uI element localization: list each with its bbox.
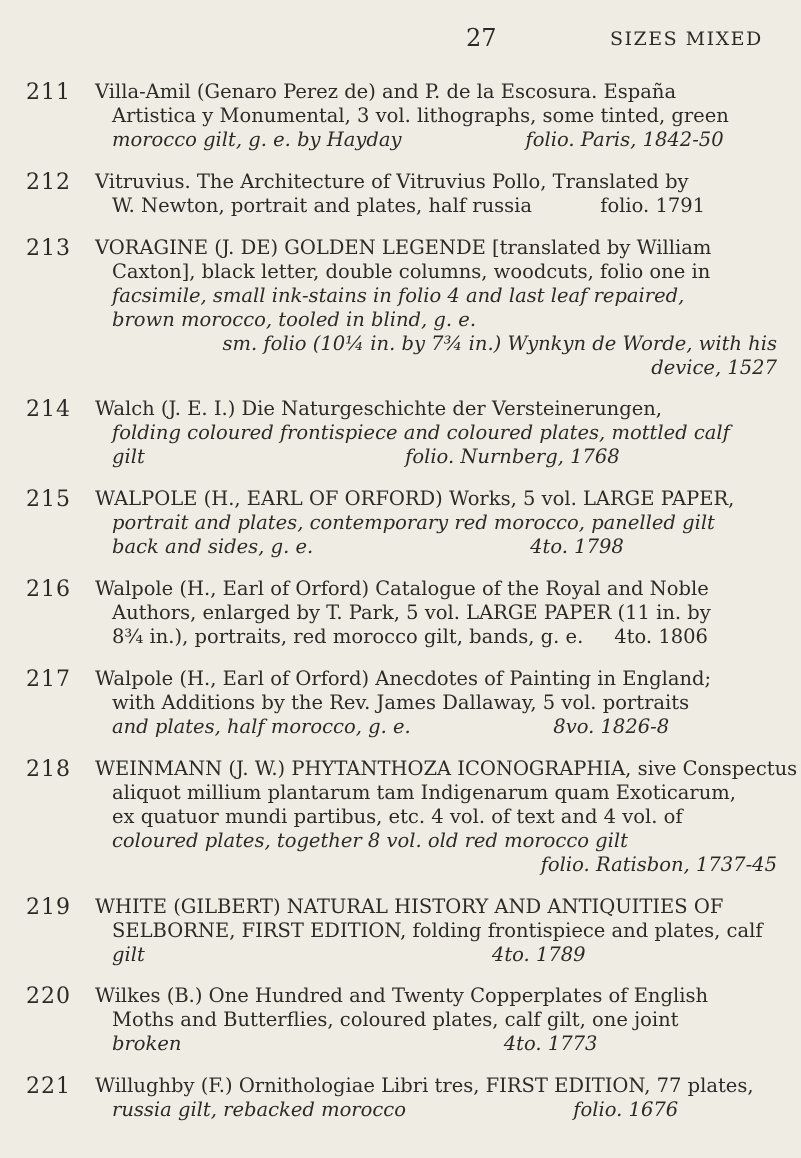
lot-number: 213 — [26, 236, 71, 261]
lot-number: 219 — [26, 895, 71, 920]
lot-line: W. Newton, portrait and plates, half russia folio. 1791 — [112, 194, 706, 217]
lot-line: WEINMANN (J. W.) PHYTANTHOZA ICONOGRAPHIA, sive Conspectus — [95, 757, 798, 780]
lot-number: 216 — [26, 577, 71, 602]
lot-line: morocco gilt, g. e. by Hayday folio. Paris, 1842-50 — [112, 128, 724, 151]
lot-number: 221 — [26, 1074, 71, 1099]
lot-line: brown morocco, tooled in blind, g. e. — [112, 308, 477, 331]
lot-line: 8¾ in.), portraits, red morocco gilt, bands, g. e. 4to. 1806 — [112, 625, 708, 648]
lot-line: Caxton], black letter, double columns, woodcuts, folio one in — [112, 260, 711, 283]
lot-line: WALPOLE (H., EARL OF ORFORD) Works, 5 vol. LARGE PAPER, — [95, 487, 735, 510]
lot-line: Walpole (H., Earl of Orford) Catalogue of the Royal and Noble — [95, 577, 709, 600]
lot-line: aliquot millium plantarum tam Indigenarum quam Exoticarum, — [112, 781, 736, 804]
lot-line: device, 1527 — [651, 356, 777, 379]
lot-line: russia gilt, rebacked morocco folio. 1676 — [112, 1098, 679, 1121]
lot-line: SELBORNE, FIRST EDITION, folding frontispiece and plates, calf — [112, 919, 763, 942]
lot-line: Walpole (H., Earl of Orford) Anecdotes of Painting in England; — [95, 667, 712, 690]
lot-number: 218 — [26, 757, 71, 782]
lot-line: Moths and Butterflies, coloured plates, calf gilt, one joint — [112, 1008, 679, 1031]
page-number: 27 — [466, 24, 497, 52]
lot-description — [95, 984, 785, 1056]
lot-number: 212 — [26, 170, 71, 195]
lot-line: Artistica y Monumental, 3 vol. lithographs, some tinted, green — [112, 104, 729, 127]
lot-line: Wilkes (B.) One Hundred and Twenty Copperplates of English — [95, 984, 709, 1007]
lot-line: gilt 4to. 1789 — [112, 943, 586, 966]
lot-number: 220 — [26, 984, 71, 1009]
lot-description — [95, 80, 785, 152]
lot-line: VORAGINE (J. DE) GOLDEN LEGENDE [translated by William — [95, 236, 712, 259]
lot-number: 217 — [26, 667, 71, 692]
lot-number: 215 — [26, 487, 71, 512]
page-header — [0, 24, 801, 54]
lot-description — [95, 487, 785, 559]
lot-number: 214 — [26, 397, 71, 422]
lot-description — [95, 397, 785, 469]
lot-number: 211 — [26, 80, 71, 105]
lot-line: folio. Ratisbon, 1737-45 — [540, 853, 777, 876]
lot-line: facsimile, small ink-stains in folio 4 and last leaf repaired, — [112, 284, 685, 307]
lot-description — [95, 895, 785, 967]
lot-line: sm. folio (10¼ in. by 7¾ in.) Wynkyn de Worde, with his — [222, 332, 777, 355]
lot-line: WHITE (GILBERT) NATURAL HISTORY AND ANTIQUITIES OF — [95, 895, 724, 918]
lot-line: gilt folio. Nurnberg, 1768 — [112, 445, 620, 468]
lot-description — [95, 757, 798, 877]
running-head: SIZES MIXED — [610, 28, 763, 50]
lot-description — [95, 1074, 785, 1122]
lot-line: broken 4to. 1773 — [112, 1032, 598, 1055]
lot-line: and plates, half morocco, g. e. 8vo. 1826-8 — [112, 715, 670, 738]
lot-line: folding coloured frontispiece and coloured plates, mottled calf — [112, 421, 730, 444]
lot-line: Vitruvius. The Architecture of Vitruvius Pollo, Translated by — [95, 170, 689, 193]
lot-line: Authors, enlarged by T. Park, 5 vol. LARGE PAPER (11 in. by — [112, 601, 711, 624]
lot-line: coloured plates, together 8 vol. old red morocco gilt — [112, 829, 628, 852]
lot-line: Villa-Amil (Genaro Perez de) and P. de la Escosura. España — [95, 80, 677, 103]
lot-description — [95, 577, 785, 649]
lot-line: portrait and plates, contemporary red morocco, panelled gilt — [112, 511, 715, 534]
lot-line: ex quatuor mundi partibus, etc. 4 vol. of text and 4 vol. of — [112, 805, 683, 828]
lot-description — [95, 667, 785, 739]
lot-description — [95, 236, 785, 380]
lot-description — [95, 170, 785, 218]
lot-line: Walch (J. E. I.) Die Naturgeschichte der Versteinerungen, — [95, 397, 662, 420]
lot-line: Willughby (F.) Ornithologiae Libri tres, FIRST EDITION, 77 plates, — [95, 1074, 754, 1097]
lot-line: back and sides, g. e. 4to. 1798 — [112, 535, 624, 558]
lot-line: with Additions by the Rev. James Dallaway, 5 vol. portraits — [112, 691, 690, 714]
